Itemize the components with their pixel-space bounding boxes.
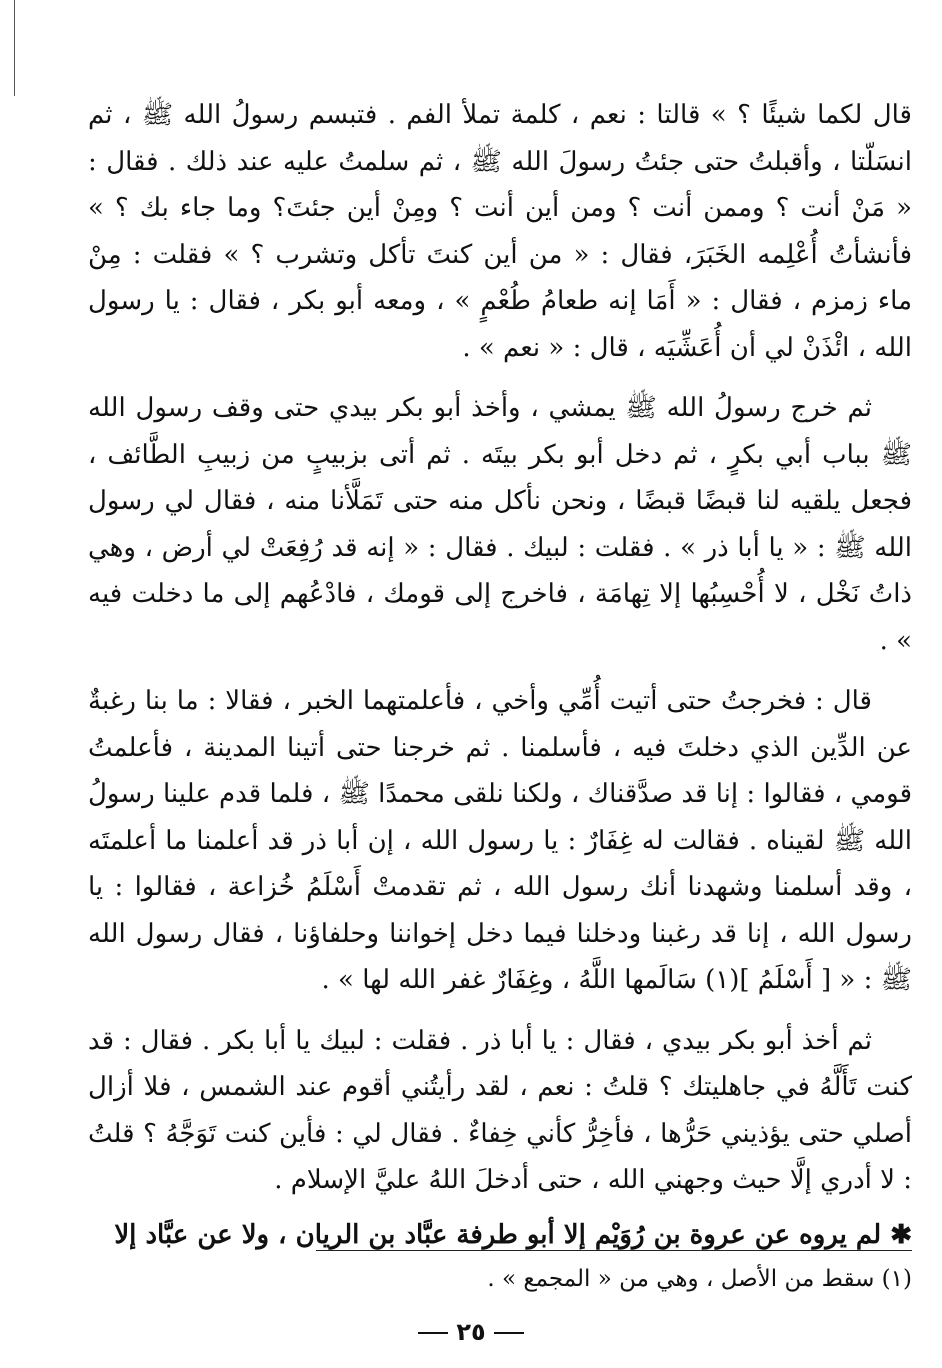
margin-rule [14,0,15,96]
paragraph-4: ثم أخذ أبو بكر بيدي ، فقال : يا أبا ذر . فقلت : لبيك يا أبا بكر . فقال : قد كنت تَأَلَّهُ في جاهليتك ؟ قلتُ : نعم ، لقد رأيتُني أقوم عند الشمس ، فلا أزال أصلي حتى يؤذيني حَرُّها ، فأخِرُّ كأني خِفاءٌ . فقال لي : فأين كنت تَوَجَّهُ ؟ قلتُ : لا أدري إلَّا حيث وجهني الله ، حتى أدخلَ اللهُ عليَّ الإسلام . [88,1025,912,1195]
page-number-dash [418,1332,448,1334]
paragraph-2: ثم خرج رسولُ الله ﷺ يمشي ، وأخذ أبو بكر بيدي حتى وقف رسول الله ﷺ بباب أبي بكرٍ ، ثم دخل أبو بكر بيتَه . ثم أتى بزبيبٍ من زبيبِ الطَّائف ، فجعل يلقيه لنا قبضًا قبضًا ، ونحن نأكل منه حتى تَمَلَّأنا منه ، فقال لي رسول الله ﷺ : « يا أبا ذر » . فقلت : لبيك . فقال : « إنه قد رُفِعَتْ لي أرض ، وهي ذاتُ نَخْل ، لا أُحْسِبُها إلا تِهامَة ، فاخرج إلى قومك ، فادْعُهم إلى ما دخلت فيه » . [88,393,912,656]
page-number-dash [494,1332,524,1334]
paragraph-1: قال لكما شيئًا ؟ » قالتا : نعم ، كلمة تملأ الفم . فتبسم رسولُ الله ﷺ ، ثم انسَلّتا ، وأقبلتُ حتى جئتُ رسولَ الله ﷺ ، ثم سلمتُ عليه عند ذلك . فقال : « مَنْ أنت ؟ وممن أنت ؟ ومن أين أنت ؟ ومِنْ أين جئتَ؟ وما جاء بك ؟ » فأنشأتُ أُعْلِمه الخَبَرَ، فقال : « من أين كنتَ تأكل وتشرب ؟ » فقلت : مِنْ ماء زمزم ، فقال : « أَمَا إنه طعامُ طُعْمٍ » ، ومعه أبو بكر ، فقال : يا رسول الله ، ائْذَنْ لي أن أُعَشِّيَه ، قال : « نعم » . [88,100,912,363]
page-number: ٢٥ [456,1318,486,1346]
footnote-divider [316,1250,912,1251]
paragraph-3: قال : فخرجتُ حتى أتيت أُمِّي وأخي ، فأعلمتهما الخبر ، فقالا : ما بنا رغبةٌ عن الدِّين الذي دخلتَ فيه ، فأسلمنا . ثم خرجنا حتى أتينا المدينة ، فأعلمتُ قومي ، فقالوا : إنا قد صدَّقناك ، ولكنا نلقى محمدًا ﷺ ، فلما قدم علينا رسولُ الله ﷺ لقيناه . فقالت له غِفَارٌ : يا رسول الله ، إن أبا ذر قد أعلمنا ما أعلمتَه ، وقد أسلمنا وشهدنا أنك رسول الله ، ثم تقدمتْ أَسْلَمُ خُزاعة ، فقالوا : يا رسول الله ، إنا قد رغبنا ودخلنا فيما دخل إخواننا وحلفاؤنا ، فقال رسول الله ﷺ : « [ أَسْلَمُ ](١) سَالَمها اللَّهُ ، وغِفَارٌ غفر الله لها » . [88,686,912,995]
footnote: (١) سقط من الأصل ، وهي من « المجمع » . [487,1266,912,1292]
main-text [88,92,912,1258]
paragraph-commentary: ✱ لم يروه عن عروة بن رُوَيْم إلا أبو طرفة عبَّاد بن الريان ، ولا عن عبَّاد إلا [114,1219,912,1250]
page-number-block [0,1318,942,1346]
